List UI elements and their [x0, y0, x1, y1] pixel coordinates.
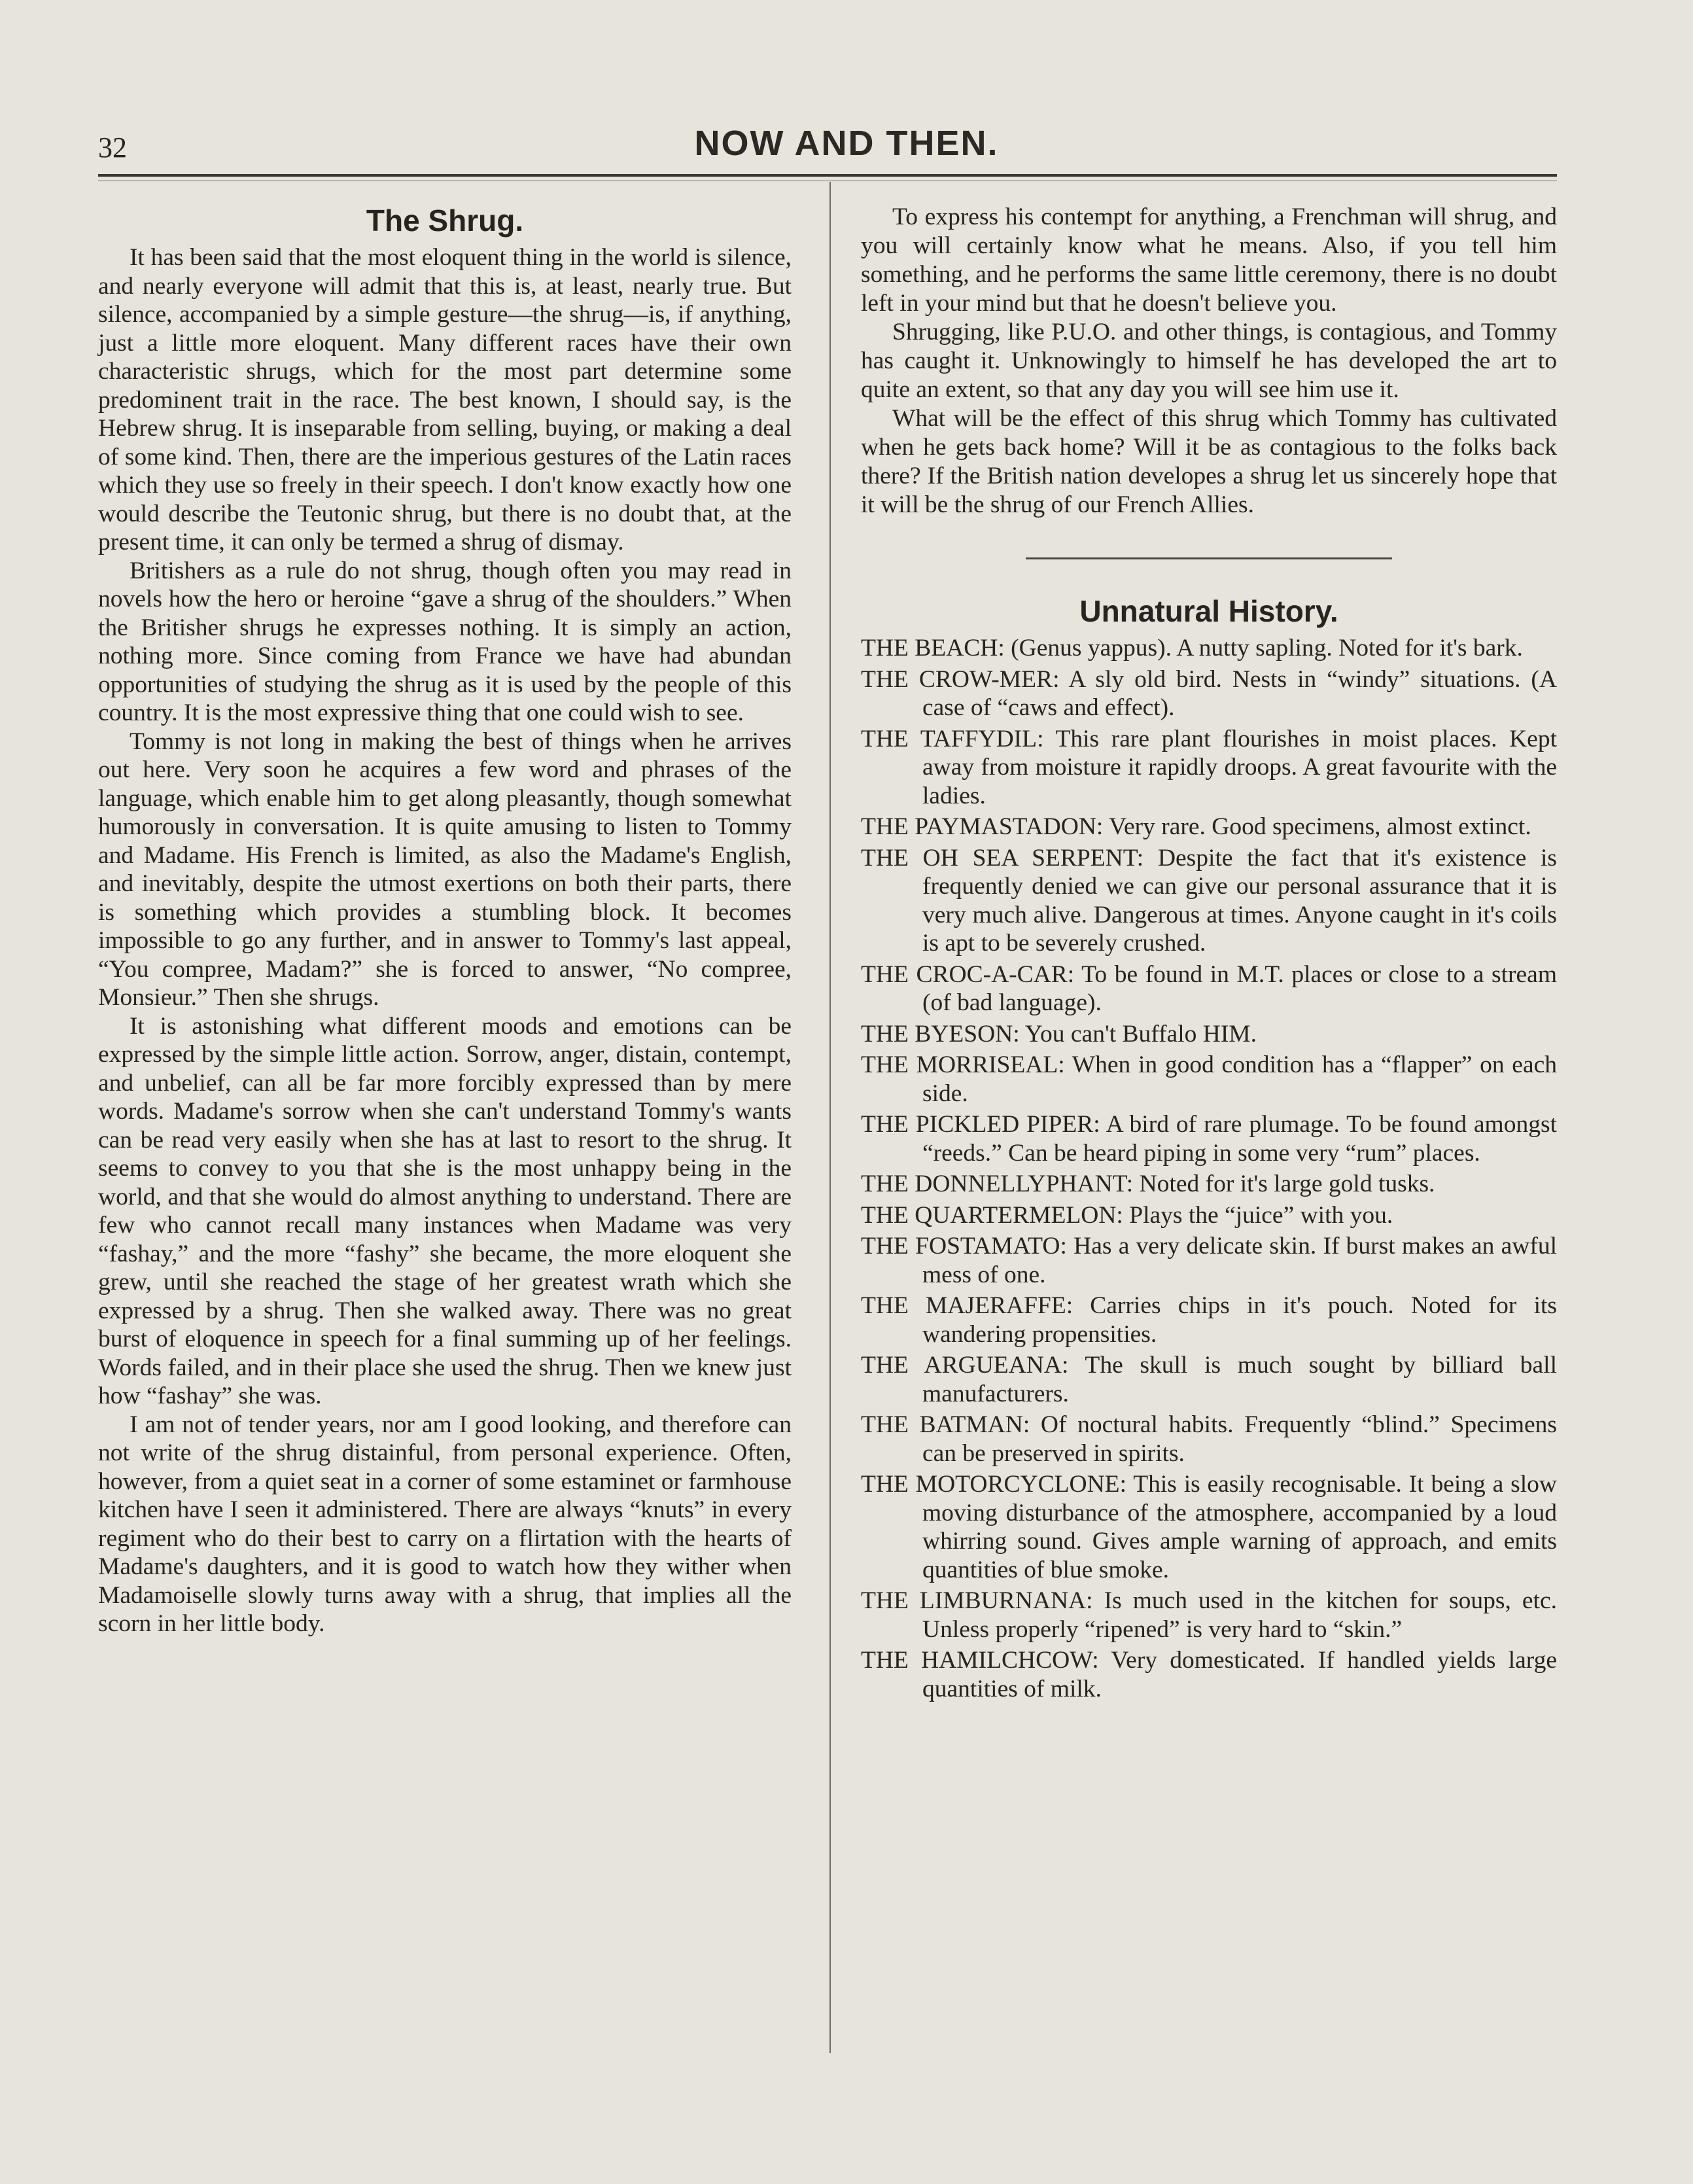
- page-number: 32: [98, 132, 127, 164]
- history-entry-text: Has a very delicate skin. If burst makes an awful mess of one.: [922, 1233, 1557, 1288]
- header-rule: [98, 174, 1557, 177]
- history-entry-text: Plays the “juice” with you.: [1129, 1201, 1393, 1229]
- shrug-title: The Shrug.: [366, 203, 524, 238]
- history-entry: THE PICKLED PIPER: A bird of rare plumage. To be found amongst “reeds.” Can be heard piping in some very “rum” places.: [861, 1111, 1557, 1167]
- history-entry-name: THE TAFFYDIL: [861, 725, 1038, 752]
- history-entry: THE MOTORCYCLONE: This is easily recognisable. It being a slow moving disturbance of the atmosphere, accompanied by a loud whirring sound. Gives ample warning of approach, and emits quantities of blue smoke.: [861, 1471, 1557, 1583]
- history-entry: THE TAFFYDIL: This rare plant flourishes in moist places. Kept away from moisture it rapidly droops. A great favourite with the ladies.: [861, 725, 1557, 809]
- shrug-paragraph: I am not of tender years, nor am I good looking, and therefore can not write of the shrug distainful, from personal experience. Often, however, from a quiet seat in a corner of some estaminet or farmhouse kitchen have I seen it administered. There are always “knuts” in every regiment who do their best to carry on a flirtation with the hearts of Madame's daughters, and it is good to watch how they wither when Madamoiselle slowly turns away with a shrug, that implies all the scorn in her little body.: [98, 1411, 792, 1637]
- history-entry-name: THE QUARTERMELON: [861, 1201, 1117, 1229]
- history-entry-name: THE ARGUEANA: [861, 1352, 1062, 1379]
- history-entry-name: THE DONNELLYPHANT: [861, 1171, 1126, 1197]
- shrug-paragraph: Britishers as a rule do not shrug, though often you may read in novels how the hero or heroine “gave a shrug of the shoulders.” When the Britisher shrugs he expresses nothing. It is simply an action, nothing more. Since coming from France we have had abundan opportunities of studying the shrug as it is used by the people of this country. It is the most expressive thing that one could wish to see.: [98, 557, 792, 726]
- history-entry: THE CROC-A-CAR: To be found in M.T. places or close to a stream (of bad language).: [861, 960, 1557, 1016]
- history-entry-text: Carries chips in it's pouch. Noted for its wandering propensities.: [922, 1292, 1558, 1348]
- shrug-paragraph: It is astonishing what different moods and emotions can be expressed by the simple little action. Sorrow, anger, distain, contempt, and unbelief, can all be far more forcibly expressed than by mere words. Madame's sorrow when she can't understand Tommy's wants can be read very easily when she has at last to resort to the shrug. It seems to convey to you that she is the most unhappy being in the world, and that she would do almost anything to understand. There are few who cannot recall many instances when Madame was very “fashay,” and the more “fashy” she became, the more eloquent she grew, until she reached the stage of her greatest wrath which she expressed by a shrug. Then she walked away. There was no great burst of eloquence in speech for a final summing up of her feelings. Words failed, and in their place she used the shrug. Then we knew just how “fashay” she was.: [98, 1012, 792, 1409]
- history-entry-name: THE PAYMASTADON: [861, 813, 1096, 840]
- history-entry: THE FOSTAMATO: Has a very delicate skin. If burst makes an awful mess of one.: [861, 1233, 1557, 1288]
- history-entry: THE BATMAN: Of noctural habits. Frequently “blind.” Specimens can be preserved in spirits.: [861, 1411, 1557, 1467]
- history-entry-text: The skull is much sought by billiard ball manufacturers.: [922, 1352, 1557, 1407]
- history-entry-name: THE CROW-MER: [861, 665, 1053, 693]
- history-entry-name: THE FOSTAMATO: [861, 1233, 1060, 1259]
- history-entry: THE DONNELLYPHANT: Noted for it's large gold tusks.: [861, 1171, 1435, 1197]
- history-entry-name: THE CROC-A-CAR: [861, 960, 1068, 988]
- history-entry-name: THE PICKLED PIPER: [861, 1111, 1094, 1138]
- history-entry-name: THE LIMBURNANA: [861, 1587, 1087, 1614]
- history-entry: THE ARGUEANA: The skull is much sought by billiard ball manufacturers.: [861, 1352, 1557, 1407]
- history-entry-text: This rare plant flourishes in moist places. Kept away from moisture it rapidly droops. A great favourite with the ladies.: [922, 725, 1557, 809]
- history-entry-text: This is easily recognisable. It being a slow moving disturbance of the atmosphere, accompanied by a loud whirring sound. Gives ample warning of approach, and emits quantities of blue smoke.: [922, 1471, 1557, 1583]
- history-entry-name: THE MORRISEAL: [861, 1051, 1058, 1078]
- section-divider: [1026, 557, 1392, 559]
- column-divider: [829, 182, 831, 2053]
- history-entry: THE QUARTERMELON: Plays the “juice” with you.: [861, 1201, 1393, 1229]
- history-entry-text: A bird of rare plumage. To be found amongst “reeds.” Can be heard piping in some very “rum” places.: [922, 1111, 1557, 1167]
- history-entry-text: To be found in M.T. places or close to a stream (of bad language).: [922, 960, 1557, 1016]
- history-entry: THE MAJERAFFE: Carries chips in it's pouch. Noted for its wandering propensities.: [861, 1292, 1558, 1348]
- shrug-paragraph: Tommy is not long in making the best of things when he arrives out here. Very soon he acquires a few word and phrases of the language, which enable him to get along pleasantly, though somewhat humorously in conversation. It is quite amusing to listen to Tommy and Madame. His French is limited, as also the Madame's English, and inevitably, despite the utmost exertions on both their parts, there is something which provides a stumbling block. It becomes impossible to go any further, and in answer to Tommy's last appeal, “You compree, Madam?” she is forced to answer, “No compree, Monsieur.” Then she shrugs.: [98, 728, 792, 1011]
- unnatural-history-title: Unnatural History.: [1079, 594, 1338, 628]
- history-entry: THE MORRISEAL: When in good condition has a “flapper” on each side.: [861, 1051, 1557, 1107]
- right-column: [861, 203, 1557, 1706]
- history-entry: THE BEACH: (Genus yappus). A nutty sapling. Noted for it's bark.: [861, 635, 1523, 661]
- history-entry-name: THE OH SEA SERPENT: [861, 844, 1137, 872]
- history-entry-text: (Genus yappus). A nutty sapling. Noted for it's bark.: [1011, 635, 1523, 661]
- history-entry-text: Very domesticated. If handled yields large quantities of milk.: [922, 1647, 1558, 1702]
- history-entry-text: Very rare. Good specimens, almost extinct.: [1109, 813, 1531, 840]
- shrug-continued-paragraph: To express his contempt for anything, a Frenchman will shrug, and you will certainly know what he means. Also, if you tell him something, and he performs the same little ceremony, there is no doubt left in your mind but that he doesn't believe you.: [861, 203, 1557, 317]
- history-entry: THE CROW-MER: A sly old bird. Nests in “windy” situations. (A case of “caws and effect).: [861, 665, 1557, 721]
- history-entry-text: Is much used in the kitchen for soups, etc. Unless properly “ripened” is very hard to “skin.”: [922, 1587, 1557, 1643]
- shrug-continued-paragraph: Shrugging, like P.U.O. and other things, is contagious, and Tommy has caught it. Unknowingly to himself he has developed the art to quite an extent, so that any day you will see him use it.: [861, 319, 1557, 403]
- history-entry-text: Despite the fact that it's existence is frequently denied we can give our personal assurance that it is very much alive. Dangerous at times. Anyone caught in it's coils is apt to be severely crushed.: [922, 844, 1557, 957]
- history-entry-text: A sly old bird. Nests in “windy” situations. (A case of “caws and effect).: [922, 665, 1557, 721]
- history-entry-text: Noted for it's large gold tusks.: [1139, 1171, 1435, 1197]
- unnatural-history-entries: [861, 634, 1557, 1703]
- history-entry: THE LIMBURNANA: Is much used in the kitchen for soups, etc. Unless properly “ripened” is very hard to “skin.”: [861, 1587, 1557, 1643]
- history-entry-text: You can't Buffalo HIM.: [1024, 1020, 1257, 1048]
- history-entry: THE BYESON: You can't Buffalo HIM.: [861, 1020, 1257, 1048]
- history-entry-name: THE BYESON: [861, 1020, 1013, 1048]
- left-column: [98, 203, 792, 1638]
- history-entry-name: THE HAMILCHCOW: [861, 1647, 1092, 1674]
- history-entry-name: THE MOTORCYCLONE: [861, 1471, 1120, 1498]
- history-entry-text: Of noctural habits. Frequently “blind.” Specimens can be preserved in spirits.: [922, 1411, 1557, 1467]
- history-entry: THE HAMILCHCOW: Very domesticated. If handled yields large quantities of milk.: [861, 1647, 1558, 1702]
- history-entry-text: When in good condition has a “flapper” on each side.: [922, 1051, 1557, 1107]
- history-entry-name: THE MAJERAFFE: [861, 1292, 1066, 1319]
- shrug-continued-paragraph: What will be the effect of this shrug which Tommy has cultivated when he gets back home? Will it be as contagious to the folks back there? If the British nation developes a shrug let us sincerely hope that it will be the shrug of our French Allies.: [861, 405, 1557, 518]
- history-entry-name: THE BEACH: [861, 635, 998, 661]
- history-entry: THE OH SEA SERPENT: Despite the fact that it's existence is frequently denied we can give our personal assurance that it is very much alive. Dangerous at times. Anyone caught in it's coils is apt to be severely crushed.: [861, 844, 1557, 957]
- shrug-paragraph: It has been said that the most eloquent thing in the world is silence, and nearly everyone will admit that this is, at least, nearly true. But silence, accompanied by a simple gesture—the shrug—is, if anything, just a little more eloquent. Many different races have their own characteristic shrugs, which for the most part determine some predominent trait in the race. The best known, I should say, is the Hebrew shrug. It is inseparable from selling, buying, or making a deal of some kind. Then, there are the imperious gestures of the Latin races which they use so freely in their speech. I don't know exactly how one would describe the Teutonic shrug, but there is no doubt that, at the present time, it can only be termed a shrug of dismay.: [98, 244, 792, 555]
- history-entry-name: THE BATMAN: [861, 1411, 1023, 1438]
- masthead-title: NOW AND THEN.: [694, 124, 999, 163]
- history-entry: THE PAYMASTADON: Very rare. Good specimens, almost extinct.: [861, 813, 1531, 840]
